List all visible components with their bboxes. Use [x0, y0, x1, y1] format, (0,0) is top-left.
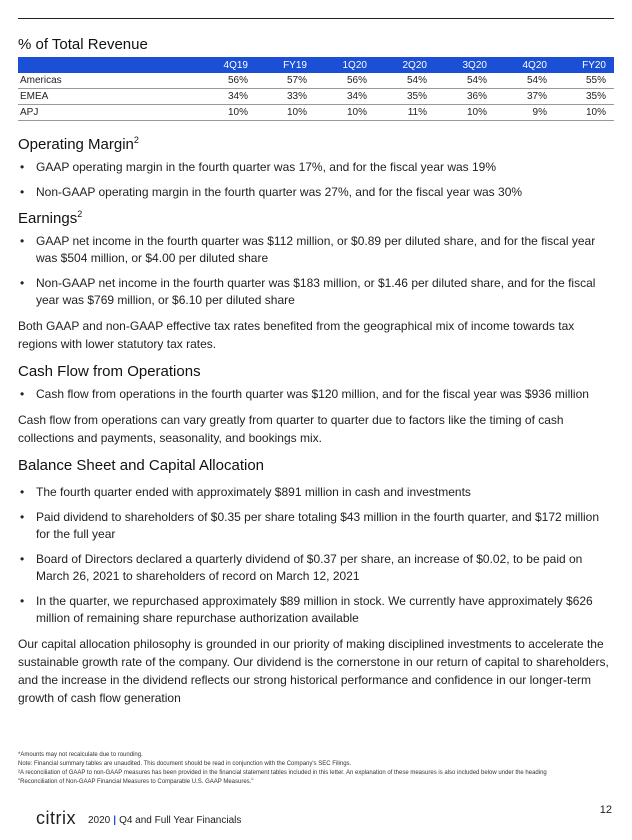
value-cell: 56%: [315, 73, 375, 89]
value-cell: 11%: [375, 105, 435, 121]
value-cell: 57%: [256, 73, 315, 89]
list-item: • GAAP net income in the fourth quarter was $112 million, or $0.89 per diluted share, and for the fiscal year was $504 million, or $4.00 per diluted share: [18, 233, 614, 267]
footer-separator: |: [113, 815, 117, 826]
bullet-list: [18, 233, 614, 309]
value-cell: 55%: [555, 73, 614, 89]
list-item: • Cash flow from operations in the fourth quarter was $120 million, and for the fiscal year was $936 million: [18, 386, 614, 403]
header-cell: 1Q20: [315, 57, 375, 73]
cash-flow-section: [18, 363, 614, 447]
header-cell: 3Q20: [435, 57, 495, 73]
value-cell: 34%: [196, 89, 256, 105]
table-row: [18, 73, 614, 89]
value-cell: 35%: [375, 89, 435, 105]
table-row: [18, 89, 614, 105]
header-cell: 4Q19: [196, 57, 256, 73]
list-item: • GAAP operating margin in the fourth quarter was 17%, and for the fiscal year was 19%: [18, 159, 614, 176]
header-cell-blank: [18, 57, 196, 73]
header-cell: 2Q20: [375, 57, 435, 73]
footer-label: [88, 815, 241, 826]
heading-text: Operating Margin: [18, 136, 134, 153]
citrix-logo: citrix: [36, 808, 76, 828]
footnote-line: Note: Financial summary tables are unaudited. This document should be read in conjunction with the Company's SEC Filings.: [18, 761, 352, 767]
list-item: • Paid dividend to shareholders of $0.35 per share totaling $43 million in the fourth quarter, and $172 million for the full year: [18, 509, 614, 543]
document-page: [18, 36, 614, 707]
body-paragraph: Our capital allocation philosophy is grounded in our priority of making disciplined investments to accelerate the sustainable growth rate of the company. Our dividend is the cornerstone in our return of capital to shareholders, and the increase in the dividend reflects our strong historical performance and confidence in our longer-term growth of cash flow generation: [18, 637, 609, 705]
section-heading: [18, 135, 614, 153]
value-cell: 36%: [435, 89, 495, 105]
bullet-list: [18, 484, 614, 627]
value-cell: 54%: [495, 73, 555, 89]
value-cell: 10%: [315, 105, 375, 121]
value-cell: 10%: [196, 105, 256, 121]
footnote-line: *Amounts may not recalculate due to rounding.: [18, 752, 143, 758]
value-cell: 33%: [256, 89, 315, 105]
body-paragraph: Both GAAP and non-GAAP effective tax rates benefited from the geographical mix of income towards tax regions with lower statutory tax rates.: [18, 319, 575, 351]
value-cell: 54%: [435, 73, 495, 89]
list-item: • Non-GAAP operating margin in the fourth quarter was 27%, and for the fiscal year was 30%: [18, 184, 614, 201]
table-row: [18, 105, 614, 121]
body-paragraph: Cash flow from operations can vary greatly from quarter to quarter due to factors like the timing of cash collections and payments, seasonality, and bookings mix.: [18, 413, 564, 445]
list-item: • In the quarter, we repurchased approximately $89 million in stock. We currently have approximately $626 million of remaining share repurchase authorization available: [18, 593, 614, 627]
value-cell: 10%: [555, 105, 614, 121]
footnote-ref: 2: [77, 209, 83, 219]
value-cell: 37%: [495, 89, 555, 105]
top-rule: [18, 18, 614, 19]
balance-sheet-section: [18, 457, 614, 707]
revenue-table: [18, 57, 614, 121]
region-cell: Americas: [18, 73, 196, 89]
list-item: • The fourth quarter ended with approximately $891 million in cash and investments: [18, 484, 614, 501]
footnote-line: "Reconciliation of Non-GAAP Financial Measures to Comparable U.S. GAAP Measures.": [18, 779, 254, 785]
section-heading: [18, 209, 614, 227]
value-cell: 10%: [256, 105, 315, 121]
footer-title: Q4 and Full Year Financials: [119, 815, 242, 826]
section-heading: Cash Flow from Operations: [18, 363, 201, 380]
footnote-line: ²A reconciliation of GAAP to non-GAAP measures has been provided in the financial statement tables included in this letter. An explanation of these measures is also included below under the heading: [18, 770, 547, 776]
value-cell: 9%: [495, 105, 555, 121]
earnings-section: [18, 209, 614, 353]
page-number: 12: [599, 804, 612, 816]
list-item: • Non-GAAP net income in the fourth quarter was $183 million, or $1.46 per diluted share, and for the fiscal year was $769 million, or $6.10 per diluted share: [18, 275, 614, 309]
value-cell: 10%: [435, 105, 495, 121]
revenue-title: % of Total Revenue: [18, 36, 148, 53]
section-heading: Balance Sheet and Capital Allocation: [18, 457, 265, 474]
header-cell: FY20: [555, 57, 614, 73]
header-cell: FY19: [256, 57, 315, 73]
region-cell: EMEA: [18, 89, 196, 105]
value-cell: 35%: [555, 89, 614, 105]
revenue-table-header: [18, 57, 614, 73]
footnote-ref: 2: [133, 135, 139, 145]
header-cell: 4Q20: [495, 57, 555, 73]
operating-margin-section: [18, 135, 614, 201]
footer-year: 2020: [88, 815, 111, 826]
value-cell: 56%: [196, 73, 256, 89]
value-cell: 34%: [315, 89, 375, 105]
heading-text: Earnings: [18, 210, 78, 227]
list-item: • Board of Directors declared a quarterly dividend of $0.37 per share, an increase of $0.02, to be paid on March 26, 2021 to shareholders of record on March 12, 2021: [18, 551, 614, 585]
region-cell: APJ: [18, 105, 196, 121]
bullet-list: [18, 159, 614, 201]
footnotes: [18, 751, 614, 787]
bullet-list: [18, 386, 614, 403]
value-cell: 54%: [375, 73, 435, 89]
